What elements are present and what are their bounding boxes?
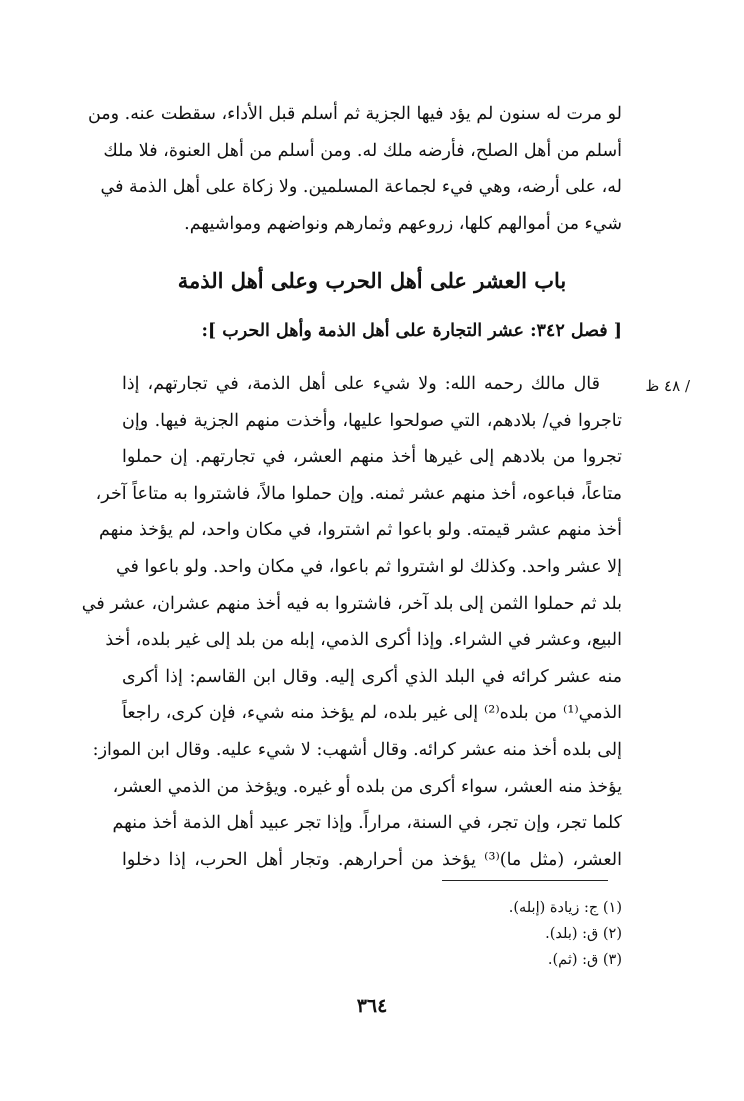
- text-line: تاجروا في/ بلادهم، التي صولحوا عليها، وأخذت منهم الجزية فيها. وإن: [122, 410, 622, 431]
- text-line: كلما تجر، وإن تجر، في السنة، مراراً. وإذا تجر عبيد أهل الذمة أخذ منهم: [112, 813, 622, 834]
- text-line: متاعاً، فباعوه، أخذ منهم عشر ثمنه. وإن حملوا مالاً، فاشتروا به متاعاً آخر،: [95, 483, 622, 504]
- text-line: أسلم من أهل الصلح، فأرضه ملك له. ومن أسلم من أهل العنوة، فلا ملك: [103, 140, 622, 161]
- text-line: العشر، (مثل ما)⁽³⁾ يؤخذ من أحرارهم. وتجار أهل الحرب، إذا دخلوا: [122, 849, 622, 870]
- page-number: ٣٦٤: [356, 995, 388, 1017]
- manuscript-folio-note: / ٤٨ ظ: [645, 377, 690, 395]
- text-line: إلا عشر واحد. وكذلك لو اشتروا ثم باعوا، في مكان واحد. ولو باعوا في: [115, 556, 622, 577]
- intro-paragraph: [87, 96, 622, 242]
- chapter-heading: باب العشر على أهل الحرب وعلى أهل الذمة: [177, 268, 567, 293]
- text-line: لو مرت له سنون لم يؤد فيها الجزية ثم أسلم قبل الأداء، سقطت عنه. ومن: [87, 104, 622, 124]
- text-line: الذمي⁽¹⁾ من بلده⁽²⁾ إلى غير بلده، لم يؤخذ منه شيء، فإن كرى، راجعاً: [122, 703, 623, 724]
- text-line: بلد ثم حملوا الثمن إلى بلد آخر، فاشتروا به فيه أخذ منهم عشران، عشر في: [81, 593, 622, 614]
- footnote: (٢) ق: (بلد).: [545, 926, 622, 942]
- footnote: (٣) ق: (ثم).: [547, 952, 622, 968]
- main-paragraph: [81, 366, 623, 878]
- text-line: قال مالك رحمه الله: ولا شيء على أهل الذمة، في تجارتهم، إذا: [122, 374, 600, 394]
- footnote: (١) ج: زيادة (إبله).: [508, 900, 622, 916]
- text-line: أخذ منهم عشر قيمته. ولو باعوا ثم اشتروا، في مكان واحد، لم يؤخذ منهم: [99, 520, 622, 541]
- footnote-divider: [442, 880, 608, 881]
- footnotes: [322, 895, 622, 973]
- text-line: شيء من أموالهم كلها، زروعهم وثمارهم ونواضهم ومواشيهم.: [184, 213, 622, 234]
- text-line: منه عشر كرائه في البلد الذي أكرى إليه. وقال ابن القاسم: إذا أكرى: [122, 666, 622, 687]
- text-line: تجروا من بلادهم إلى غيرها أخذ منهم العشر، في تجارتهم. إن حملوا: [122, 447, 622, 468]
- text-line: إلى بلده أخذ منه عشر كرائه. وقال أشهب: لا شيء عليه. وقال ابن المواز:: [92, 739, 622, 760]
- section-heading: [ فصل ٣٤٢: عشر التجارة على أهل الذمة وأهل الحرب ]:: [201, 321, 622, 341]
- text-line: له، على أرضه، وهي فيء لجماعة المسلمين. ولا زكاة على أهل الذمة في: [100, 177, 622, 198]
- text-line: يؤخذ منه العشر، سواء أكرى من بلده أو غيره. ويؤخذ من الذمي العشر،: [112, 776, 622, 797]
- text-line: البيع، وعشر في الشراء. وإذا أكرى الذمي، إبله من بلد إلى غير بلده، أخذ: [105, 630, 622, 651]
